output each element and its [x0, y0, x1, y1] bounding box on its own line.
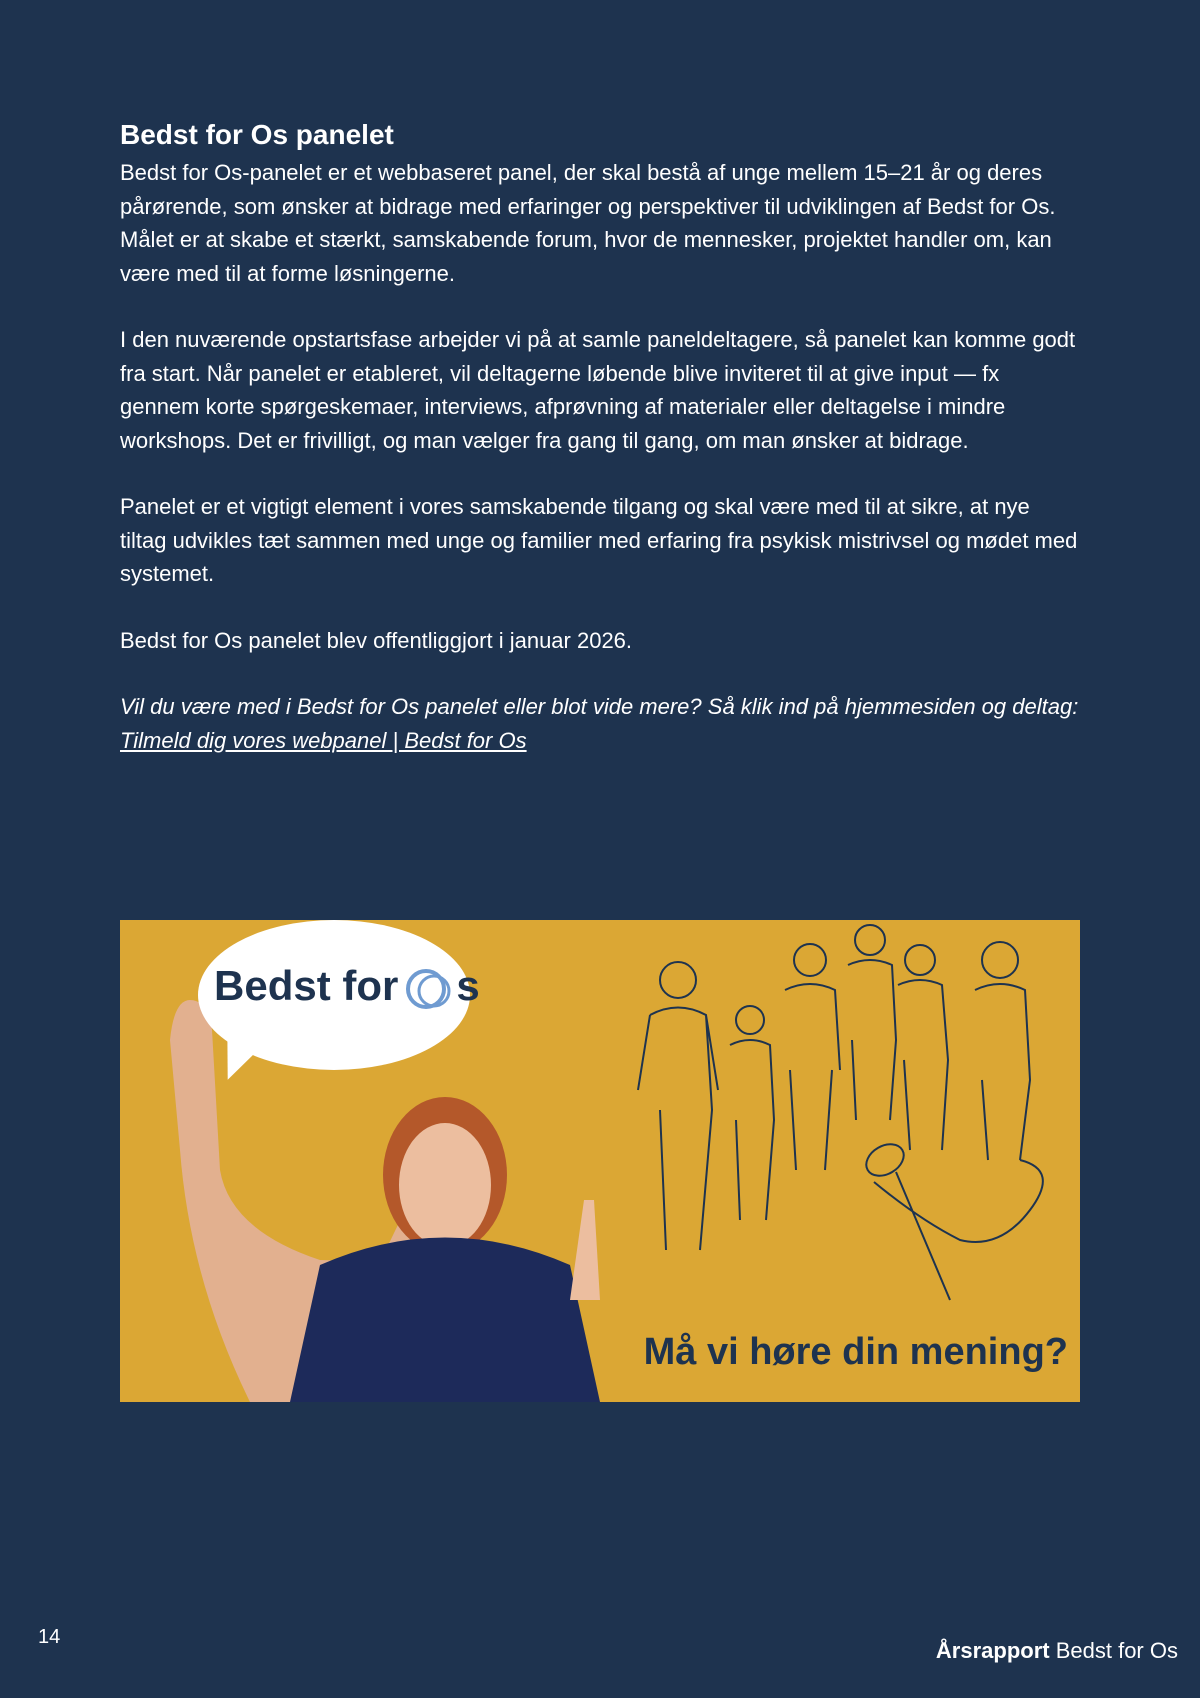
- page-number: 14: [38, 1626, 61, 1648]
- logo-text: Bedst for: [214, 962, 399, 1009]
- paragraph-published: Bedst for Os panelet blev offentliggjort i januar 2026.: [120, 627, 633, 653]
- paragraph-importance: Panelet er et vigtigt element i vores samskabende tilgang og skal være med til at sikre, at nye tiltag udvikles tæt sammen med unge og familier med erfaring fra psykisk mistrivsel og mødet med systemet.: [120, 494, 1078, 586]
- footer-report-label: Årsrapport: [935, 1638, 1050, 1663]
- call-to-action: [120, 690, 1080, 757]
- webpanel-link[interactable]: Tilmeld dig vores webpanel | Bedst for Os: [120, 727, 527, 753]
- section-heading: Bedst for Os panelet: [120, 119, 394, 150]
- paragraph-startup-phase: I den nuværende opstartsfase arbejder vi på at samle paneldeltagere, så panelet kan komme godt fra start. Når panelet er etableret, vil deltagerne løbende blive inviteret til at give input — fx gennem korte spørgeskemaer, interviews, afprøvning af materialer eller deltagelse i mindre workshops. Det er frivilligt, og man vælger fra gang til gang, om man ønsker at bidrage.: [120, 327, 1076, 453]
- logo-ring-icon: [404, 965, 456, 1013]
- footer-report-name: Bedst for Os: [1055, 1638, 1178, 1663]
- main-content: [120, 118, 1080, 790]
- banner-caption: Må vi høre din mening?: [643, 1331, 1068, 1373]
- logo-suffix: s: [456, 962, 480, 1009]
- panel-banner-image: [120, 920, 1080, 1402]
- paragraph-intro: Bedst for Os-panelet er et webbaseret panel, der skal bestå af unge mellem 15–21 år og deres pårørende, som ønsker at bidrage med erfaringer og perspektiver til udviklingen af Bedst for Os. Målet er at skabe et stærkt, samskabende forum, hvor de mennesker, projektet handler om, kan være med til at forme løsningerne.: [120, 160, 1056, 286]
- footer-report-title: [936, 1638, 1178, 1664]
- cta-text: Vil du være med i Bedst for Os panelet eller blot vide mere? Så klik ind på hjemmesiden og deltag:: [120, 694, 1079, 719]
- bedst-for-os-logo: [214, 962, 480, 1013]
- people-illustration: [620, 920, 1080, 1340]
